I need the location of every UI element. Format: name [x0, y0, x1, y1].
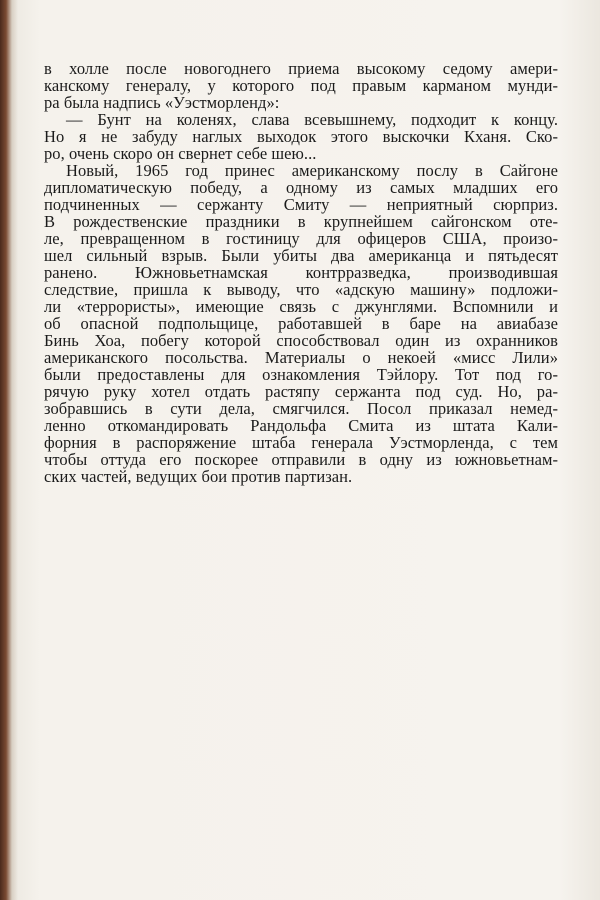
- text-line: В рождественские праздники в крупнейшем сайгонском оте-: [44, 212, 558, 231]
- text-line: ле, превращенном в гостиницу для офицеров США, произо-: [44, 229, 558, 248]
- text-line: ских частей, ведущих бои против партизан.: [44, 467, 353, 486]
- text-line: Бинь Хоа, побегу которой способствовал один из охранников: [44, 331, 558, 350]
- text-line: об опасной подпольщице, работавшей в баре на авиабазе: [44, 314, 558, 333]
- text-line: шел сильный взрыв. Были убиты два американца и пятьдесят: [44, 246, 558, 265]
- text-line: рячую руку хотел отдать растяпу сержанта под суд. Но, ра-: [44, 382, 558, 401]
- text-line: чтобы оттуда его поскорее отправили в одну из южновьетнам-: [44, 450, 558, 469]
- text-line: форния в распоряжение штаба генерала Уэстморленда, с тем: [44, 433, 558, 452]
- text-line: следствие, пришла к выводу, что «адскую машину» подложи-: [44, 280, 558, 299]
- text-line: Новый, 1965 год принес американскому послу в Сайгоне: [66, 161, 558, 180]
- text-line: были предоставлены для ознакомления Тэйлору. Тот под го-: [44, 365, 558, 384]
- text-line: в холле после новогоднего приема высокому седому амери-: [44, 59, 558, 78]
- text-line: дипломатическую победу, а одному из самых младших его: [44, 178, 558, 197]
- text-line: американского посольства. Материалы о некоей «мисс Лили»: [44, 348, 558, 367]
- text-line: ро, очень скоро он свернет себе шею...: [44, 144, 317, 163]
- text-line: — Бунт на коленях, слава всевышнему, подходит к концу.: [66, 110, 558, 129]
- text-line: зобравшись в сути дела, смягчился. Посол приказал немед-: [44, 399, 558, 418]
- page-binding-edge: [0, 0, 18, 900]
- text-line: подчиненных — сержанту Смиту — неприятный сюрприз.: [44, 195, 558, 214]
- text-line: ли «террористы», имеющие связь с джунглями. Вспомнили и: [44, 297, 558, 316]
- text-line: канскому генералу, у которого под правым карманом мунди-: [44, 76, 558, 95]
- text-line: ленно откомандировать Рандольфа Смита из штата Кали-: [44, 416, 558, 435]
- text-line: Но я не забуду наглых выходок этого выскочки Кханя. Ско-: [44, 127, 558, 146]
- text-line: ранено. Южновьетнамская контрразведка, производившая: [44, 263, 558, 282]
- text-line: ра была надпись «Уэстморленд»:: [44, 93, 280, 112]
- body-text: [44, 60, 558, 485]
